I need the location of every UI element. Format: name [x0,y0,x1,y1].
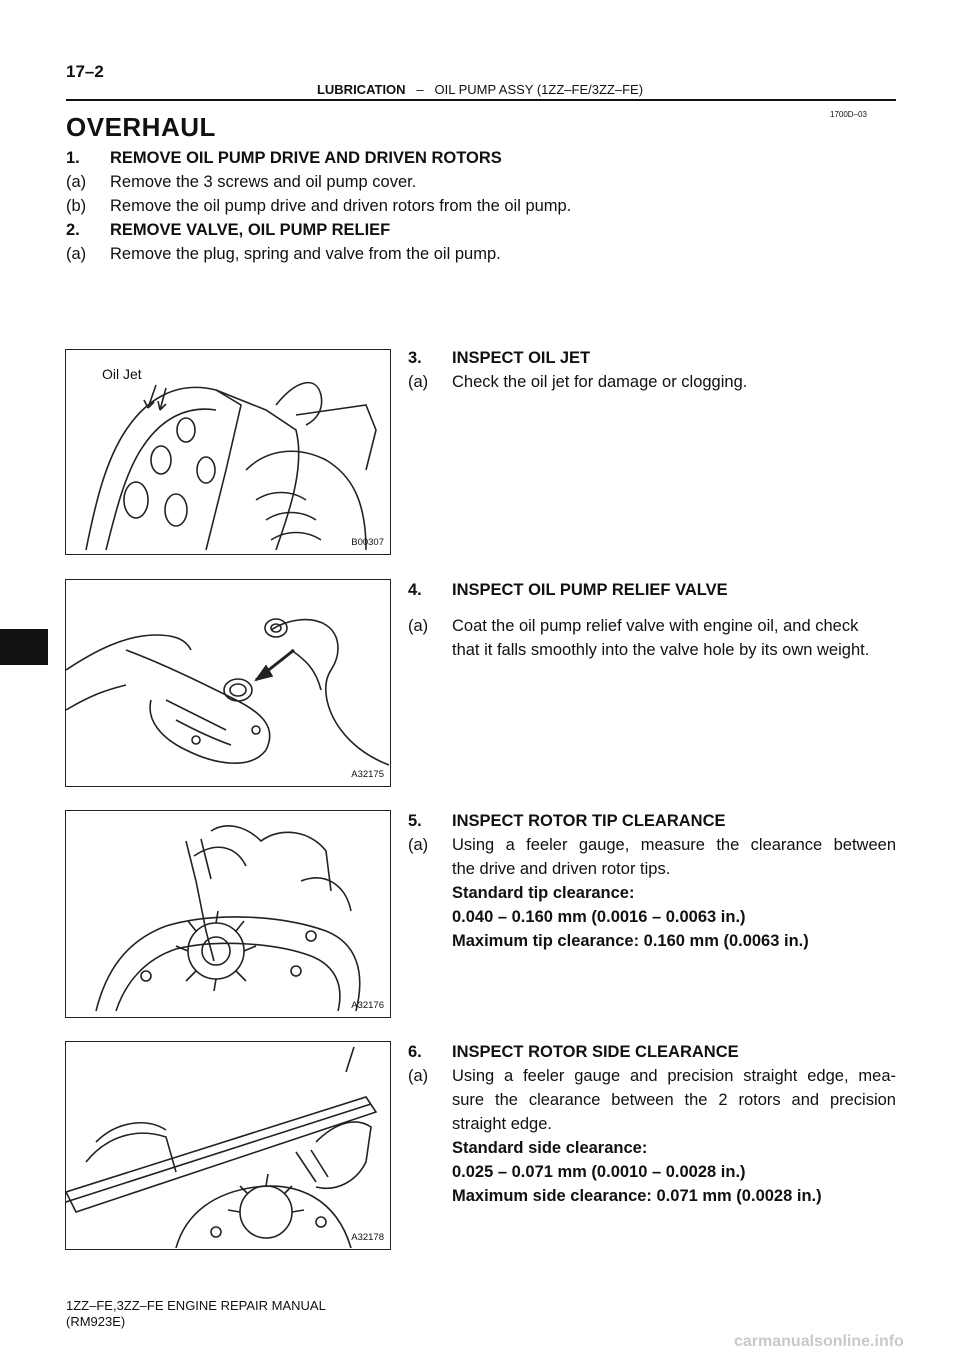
figure-tip-clearance [65,810,391,1018]
header-separator: – [416,82,424,97]
step-6-spec-std-value: 0.025 – 0.071 mm (0.0010 – 0.0028 in.) [452,1163,746,1181]
step-2a: (a) Remove the plug, spring and valve from the oil pump. [66,245,501,263]
step-5-heading: 5. INSPECT ROTOR TIP CLEARANCE [408,812,726,830]
step-3a: (a) Check the oil jet for damage or clogging. [408,373,748,391]
top-steps [66,146,571,266]
step-5a-line2: the drive and driven rotor tips. [452,860,671,878]
page-title: OVERHAUL [66,112,216,142]
step-6a-line3: straight edge. [452,1115,552,1133]
step-3-heading: 3. INSPECT OIL JET [408,349,591,367]
step-3 [408,346,896,394]
footer [66,1298,326,1330]
step-4-heading: 4. INSPECT OIL PUMP RELIEF VALVE [408,581,728,599]
figure-label-oil-jet: Oil Jet [102,366,142,382]
figure-code: B00307 [351,537,384,548]
step-6-spec-std-label: Standard side clearance: [452,1139,648,1157]
step-2-heading: 2. REMOVE VALVE, OIL PUMP RELIEF [66,221,391,239]
step-6a-line2: sure the clearance between the 2 rotors and precision [452,1091,896,1109]
section-tab [0,629,48,665]
step-4 [408,578,896,662]
figure-code: A32178 [351,1232,384,1243]
header-section: LUBRICATION [316,82,406,97]
step-6-spec-max: Maximum side clearance: 0.071 mm (0.0028 in.) [452,1187,822,1205]
running-header [0,82,960,97]
footer-manual-title: 1ZZ–FE,3ZZ–FE ENGINE REPAIR MANUAL [66,1298,326,1313]
step-5-spec-std-value: 0.040 – 0.160 mm (0.0016 – 0.0063 in.) [452,908,746,926]
figure-code: A32176 [351,1000,384,1011]
doc-code: 1700D–03 [830,110,867,119]
side-clearance-illustration [66,1042,389,1248]
figure-code: A32175 [351,769,384,780]
step-5 [408,809,896,953]
step-6 [408,1040,896,1208]
figure-oil-jet [65,349,391,555]
step-6a-line1: (a) Using a feeler gauge and precision straight edge, mea- [408,1067,896,1085]
header-subsection: OIL PUMP ASSY (1ZZ–FE/3ZZ–FE) [434,82,644,97]
step-5a-line1: (a) Using a feeler gauge, measure the clearance between [408,836,896,854]
step-1-heading: 1. REMOVE OIL PUMP DRIVE AND DRIVEN ROTORS [66,149,502,167]
watermark: carmanualsonline.info [734,1333,904,1350]
step-6-heading: 6. INSPECT ROTOR SIDE CLEARANCE [408,1043,739,1061]
figure-side-clearance [65,1041,391,1250]
tip-clearance-illustration [66,811,389,1016]
step-4a-line1: (a) Coat the oil pump relief valve with engine oil, and check [408,617,859,635]
header-rule [66,99,896,101]
step-5-spec-max: Maximum tip clearance: 0.160 mm (0.0063 in.) [452,932,809,950]
step-5-spec-std-label: Standard tip clearance: [452,884,635,902]
page-number: 17–2 [66,62,104,81]
step-4a-line2: that it falls smoothly into the valve hole by its own weight. [452,641,870,659]
footer-manual-code: (RM923E) [66,1314,126,1329]
relief-valve-illustration [66,580,389,785]
step-1a: (a) Remove the 3 screws and oil pump cover. [66,173,417,191]
figure-relief-valve [65,579,391,787]
step-1b: (b) Remove the oil pump drive and driven rotors from the oil pump. [66,197,572,215]
